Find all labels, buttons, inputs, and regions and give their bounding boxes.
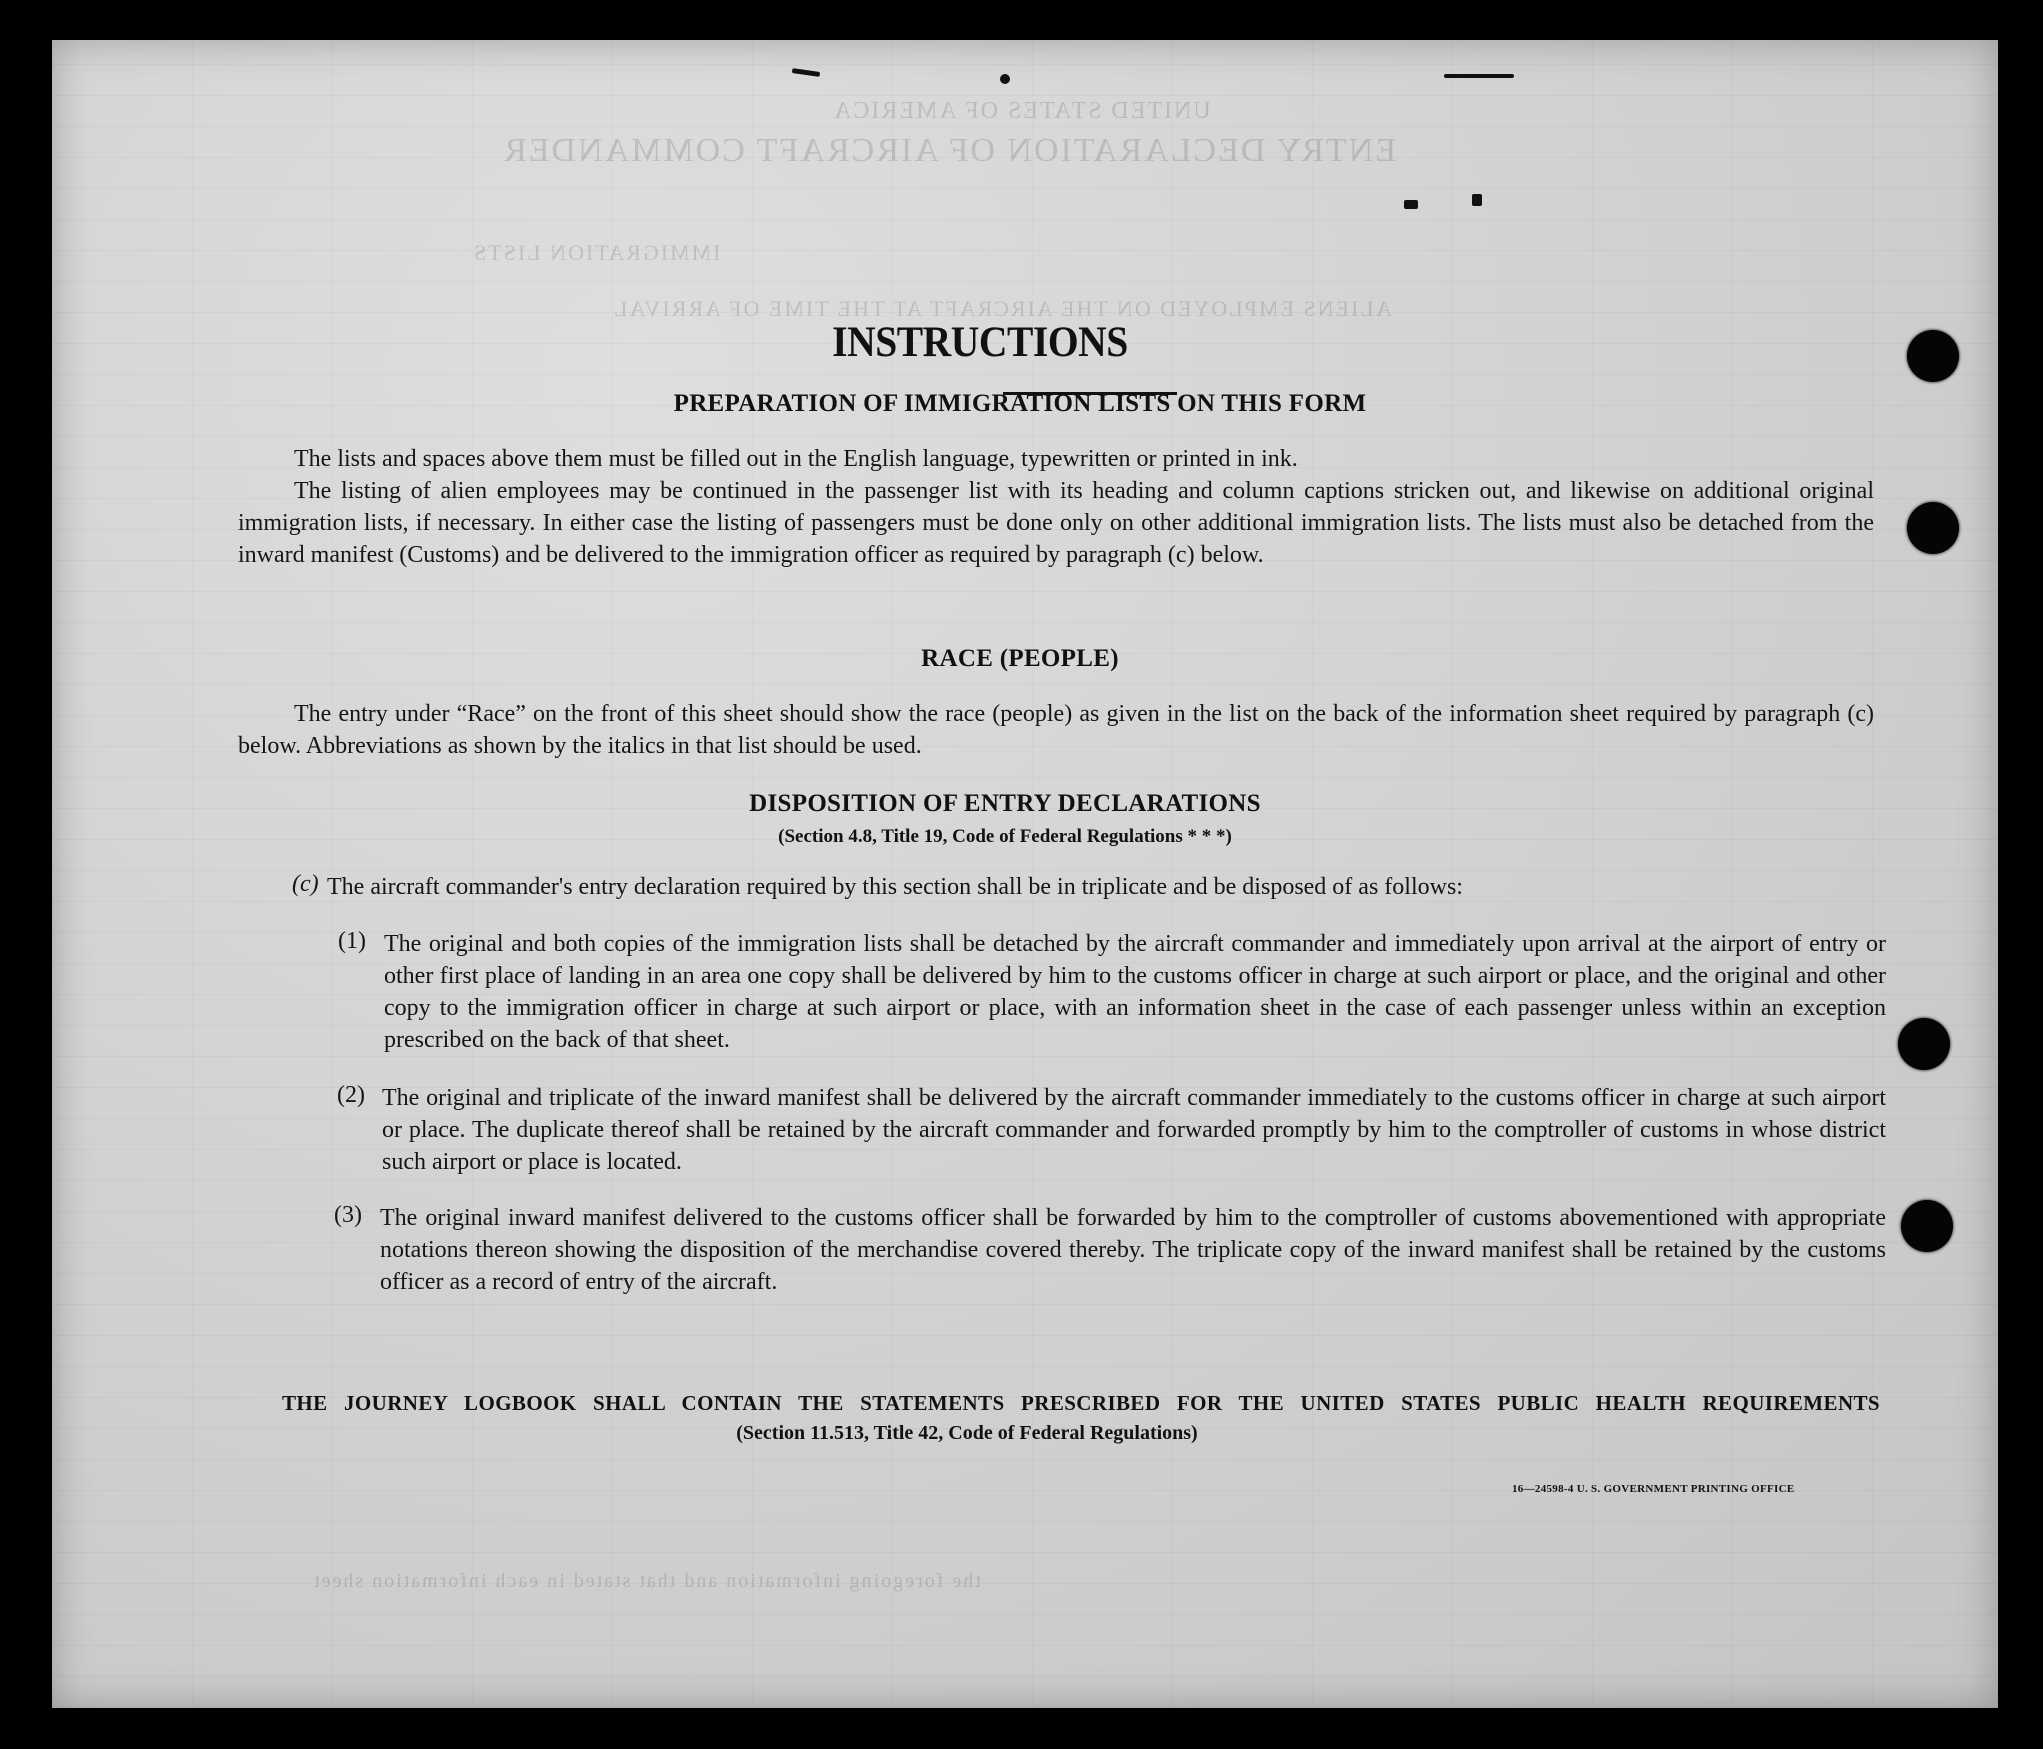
section-heading-race: RACE (PEOPLE) xyxy=(921,645,1119,672)
scanned-page xyxy=(52,40,1998,1708)
ink-speck xyxy=(1472,194,1482,206)
paragraph-alien-employees: The listing of alien employees may be continued in the passenger list with its heading and column captions stricken out, and likewise on additional original immigration lists, if necessary. In either case the listing of passengers must be done only on other additional immigration lists. The lists must also be detached from the inward manifest (Customs) and be delivered to the immigration officer as required by paragraph (c) below. xyxy=(238,478,1874,568)
paragraph-disposition-intro: The aircraft commander's entry declaration required by this section shall be in triplicate and be disposed of as follows: xyxy=(327,874,1463,900)
ink-speck xyxy=(792,68,820,77)
list-item-text: The original inward manifest delivered to the customs officer shall be forwarded by him to the comptroller of customs abovementioned with appropriate notations thereon showing the disposition of the merchandise covered thereby. The triplicate copy of the inward manifest shall be retained by the customs officer as a record of entry of the aircraft. xyxy=(380,1205,1886,1295)
bleed-through-header: UNITED STATES OF AMERICA xyxy=(832,98,1211,124)
ink-speck xyxy=(1444,74,1514,78)
bleed-through-line: the foregoing information and that stated in each information sheet xyxy=(312,1570,981,1592)
citation-section-11-513: (Section 11.513, Title 42, Code of Federal Regulations) xyxy=(736,1422,1198,1444)
bleed-through-header: ENTRY DECLARATION OF AIRCRAFT COMMANDER xyxy=(502,132,1397,169)
bleed-through-line: IMMIGRATION LISTS xyxy=(472,240,721,265)
list-item-number: (2) xyxy=(337,1082,365,1108)
section-heading-immigration-lists: PREPARATION OF IMMIGRATION LISTS ON THIS FORM xyxy=(673,390,1367,417)
punch-hole xyxy=(1907,330,1959,382)
punch-hole xyxy=(1901,1200,1953,1252)
list-item-number: (3) xyxy=(334,1202,362,1228)
punch-hole xyxy=(1907,502,1959,554)
ink-speck xyxy=(1000,74,1010,84)
page-title: INSTRUCTIONS xyxy=(832,319,1128,366)
list-item-number: (1) xyxy=(338,928,366,954)
bleed-through-line: ALIENS EMPLOYED ON THE AIRCRAFT AT THE TIME OF ARRIVAL xyxy=(612,296,1392,321)
list-item-text: The original and both copies of the immigration lists shall be detached by the aircraft commander and immediately upon arrival at the airport of entry or other first place of landing in an area one copy shall be delivered by him to the customs officer in charge at such airport or place, and the original and other copy to the immigration officer in charge at such airport or place, with an information sheet in the case of each passenger unless within an exception prescribed on the back of that sheet. xyxy=(384,931,1886,1053)
citation-section-4-8: (Section 4.8, Title 19, Code of Federal Regulations * * *) xyxy=(778,826,1232,847)
section-heading-disposition: DISPOSITION OF ENTRY DECLARATIONS xyxy=(749,790,1261,817)
list-item-text: The original and triplicate of the inward manifest shall be delivered by the aircraft commander immediately to the customs officer in charge at such airport or place. The duplicate thereof shall be retained by the aircraft commander and forwarded promptly by him to the comptroller of customs in whose district such airport or place is located. xyxy=(382,1085,1886,1175)
paragraph-race: The entry under “Race” on the front of this sheet should show the race (people) as given in the list on the back of the information sheet required by paragraph (c) below. Abbreviations as shown by the italics in that list should be used. xyxy=(238,701,1874,759)
printing-office-code: 16—24598-4 U. S. GOVERNMENT PRINTING OFFICE xyxy=(1512,1483,1795,1495)
paragraph-language-requirement: The lists and spaces above them must be filled out in the English language, typewritten or printed in ink. xyxy=(294,446,1298,472)
ink-speck xyxy=(1404,200,1418,209)
public-health-statement: THE JOURNEY LOGBOOK SHALL CONTAIN THE STATEMENTS PRESCRIBED FOR THE UNITED STATES PUBLIC HEALTH REQUIREMENTS xyxy=(282,1391,1880,1415)
punch-hole xyxy=(1898,1018,1950,1070)
paragraph-label-c: (c) xyxy=(292,871,319,897)
